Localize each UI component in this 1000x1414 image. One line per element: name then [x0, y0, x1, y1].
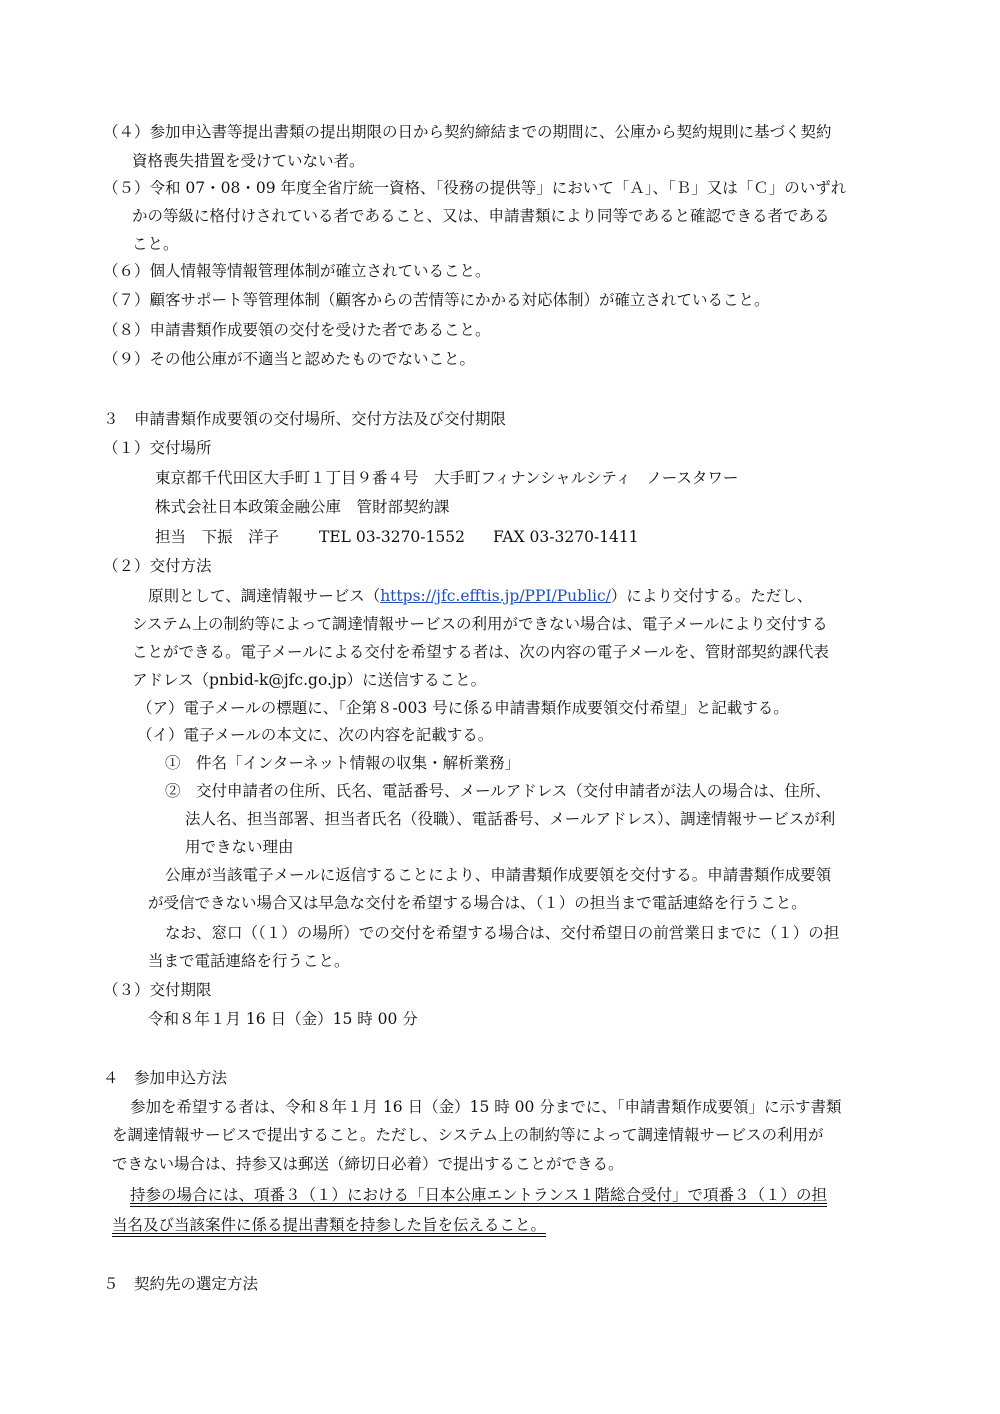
- method-circled-2-line-2: 法人名、担当部署、担当者氏名（役職）、電話番号、メールアドレス）、調達情報サービスが利: [185, 810, 836, 828]
- apply-p2-line-1: 持参の場合には、項番３（１）における「日本公庫エントランス１階総合受付」で項番３（１）の担: [130, 1186, 828, 1204]
- item-7: （７）顧客サポート等管理体制（顧客からの苦情等にかかる対応体制）が確立されていること。: [103, 291, 770, 309]
- delivery-address: 東京都千代田区大手町１丁目９番４号 大手町フィナンシャルシティ ノースタワー: [155, 469, 739, 487]
- apply-p2-line-2: 当名及び当該案件に係る提出書類を持参した旨を伝えること。: [112, 1216, 547, 1234]
- item-4-line-1: （４）参加申込書等提出書類の提出期限の日から契約締結までの期間に、公庫から契約規則に基づく契約: [103, 123, 832, 141]
- method-p1-pre: 原則として、調達情報サービス（: [148, 587, 381, 605]
- sub-1-title: （１）交付場所: [103, 439, 212, 457]
- method-p2-line-1: 公庫が当該電子メールに返信することにより、申請書類作成要領を交付する。申請書類作成要領: [165, 866, 832, 884]
- method-item-a: （ア）電子メールの標題に、「企第８-003 号に係る申請書類作成要領交付希望」と記載する。: [137, 699, 789, 717]
- sub-2-title: （２）交付方法: [103, 557, 212, 575]
- contact-line: [155, 526, 639, 548]
- apply-p1-line-1: 参加を希望する者は、令和８年１月 16 日（金）15 時 00 分までに、「申請書類作成要領」に示す書類: [130, 1098, 842, 1116]
- contact-tel: TEL 03-3270-1552: [319, 528, 465, 546]
- item-6: （６）個人情報等情報管理体制が確立されていること。: [103, 262, 491, 280]
- method-circled-2-line-3: 用できない理由: [185, 838, 294, 856]
- method-p1-line-2: システム上の制約等によって調達情報サービスの利用ができない場合は、電子メールにより交付する: [132, 615, 828, 633]
- sub-3-title: （３）交付期限: [103, 981, 212, 999]
- section-4-heading: ４ 参加申込方法: [103, 1069, 228, 1087]
- item-9: （９）その他公庫が不適当と認めたものでないこと。: [103, 350, 476, 368]
- method-p1-line-3: ことができる。電子メールによる交付を希望する者は、次の内容の電子メールを、管財部契約課代表: [132, 643, 829, 661]
- method-item-i: （イ）電子メールの本文に、次の内容を記載する。: [137, 726, 494, 744]
- item-5-line-2: かの等級に格付けされている者であること、又は、申請書類により同等であると確認できる者である: [132, 207, 830, 225]
- item-5-line-1: （５）令和 07・08・09 年度全省庁統一資格、「役務の提供等」において「Ａ」、「Ｂ」又は「Ｃ」のいずれ: [103, 179, 847, 197]
- contact-fax: FAX 03-3270-1411: [492, 528, 639, 546]
- method-p1-post: ）により交付する。ただし、: [610, 587, 813, 605]
- apply-p1-line-3: できない場合は、持参又は郵送（締切日必着）で提出することができる。: [112, 1155, 624, 1173]
- contact-person: 担当 下振 洋子: [155, 528, 280, 546]
- method-p1-line-1: [148, 585, 812, 607]
- delivery-org: 株式会社日本政策金融公庫 管財部契約課: [155, 498, 450, 516]
- item-8: （８）申請書類作成要領の交付を受けた者であること。: [103, 321, 491, 339]
- item-5-line-3: こと。: [132, 235, 179, 253]
- method-circled-1: ① 件名「インターネット情報の収集・解析業務」: [165, 754, 521, 772]
- method-p2-line-2: が受信できない場合又は早急な交付を希望する場合は、（１）の担当まで電話連絡を行うこと。: [148, 894, 807, 912]
- method-p3-line-1: なお、窓口（（１）の場所）での交付を希望する場合は、交付希望日の前営業日までに（１）の担: [165, 924, 840, 942]
- procurement-service-link[interactable]: https://jfc.efftis.jp/PPI/Public/: [380, 587, 611, 605]
- section-5-heading: ５ 契約先の選定方法: [103, 1275, 259, 1293]
- section-3-heading: ３ 申請書類作成要領の交付場所、交付方法及び交付期限: [103, 410, 507, 428]
- method-p1-line-4: アドレス（pnbid-k@jfc.go.jp）に送信すること。: [132, 671, 487, 689]
- item-4-line-2: 資格喪失措置を受けていない者。: [132, 152, 365, 170]
- apply-p1-line-2: を調達情報サービスで提出すること。ただし、システム上の制約等によって調達情報サービスの利用が: [112, 1126, 824, 1144]
- method-circled-2-line-1: ② 交付申請者の住所、氏名、電話番号、メールアドレス（交付申請者が法人の場合は、住所、: [165, 782, 831, 800]
- method-p3-line-2: 当まで電話連絡を行うこと。: [148, 952, 350, 970]
- delivery-deadline: 令和８年１月 16 日（金）15 時 00 分: [148, 1010, 418, 1028]
